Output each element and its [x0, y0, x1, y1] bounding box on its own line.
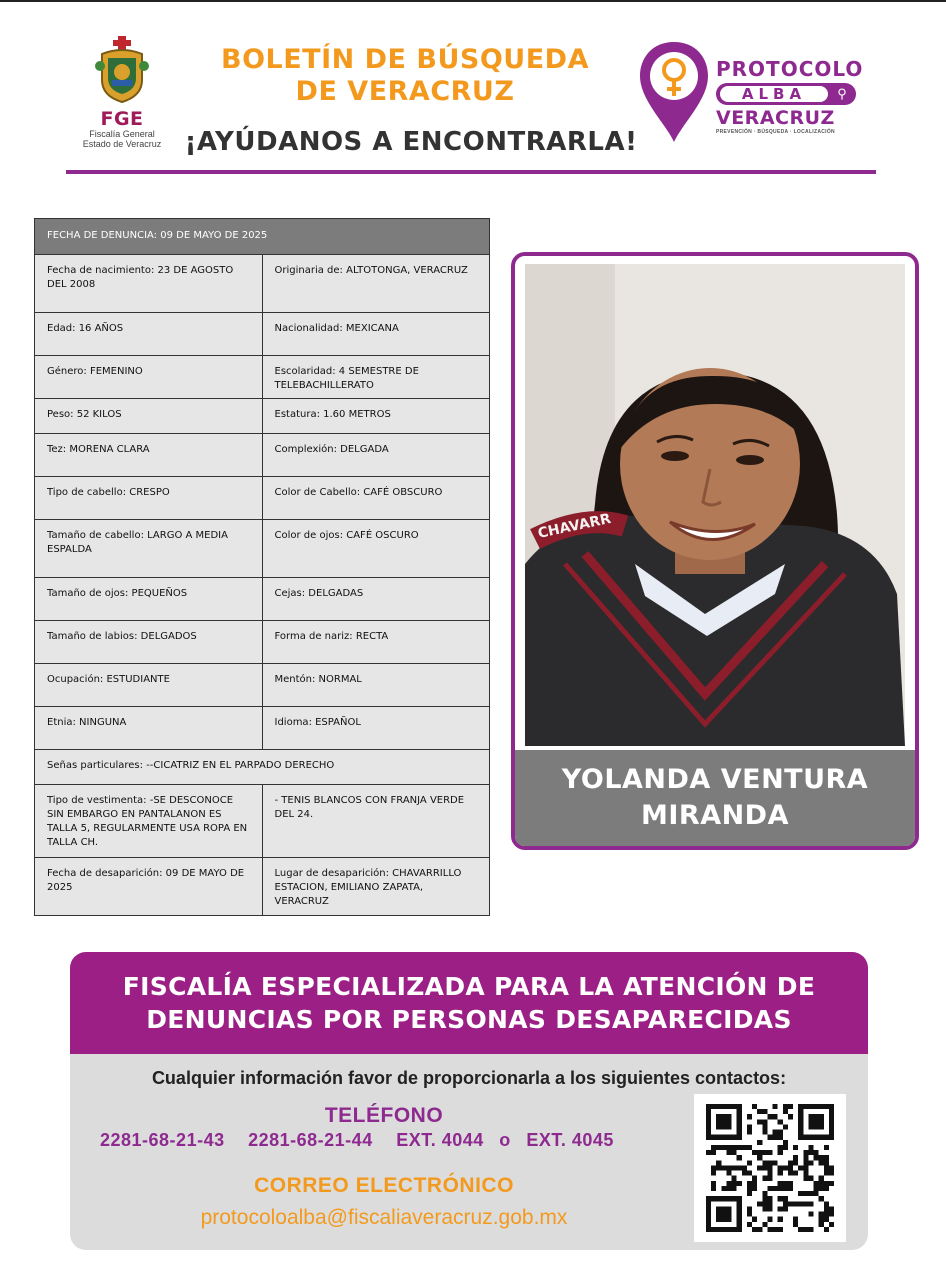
table-row [35, 750, 490, 785]
female-location-pin-icon [636, 38, 712, 146]
table-row [35, 664, 490, 707]
alba-veracruz-text: VERACRUZ [716, 107, 835, 129]
fge-name-line1: Fiscalía General [89, 129, 155, 139]
search-icon: ⚲ [837, 86, 847, 101]
alba-badge [716, 83, 856, 105]
table-cell: Idioma: ESPAÑOL [262, 707, 490, 750]
table-row [35, 313, 490, 356]
table-cell: Cejas: DELGADAS [262, 578, 490, 621]
photo-card [511, 252, 919, 850]
fge-logo [72, 36, 172, 158]
table-cell: Escolaridad: 4 SEMESTRE DE TELEBACHILLERATO [262, 356, 490, 399]
table-row [35, 578, 490, 621]
table-cell: Tamaño de labios: DELGADOS [35, 621, 263, 664]
protocolo-alba-logo [716, 58, 866, 136]
portrait-illustration [525, 264, 905, 746]
fiscalia-banner [70, 952, 868, 1054]
table-cell: Estatura: 1.60 METROS [262, 399, 490, 434]
contact-intro: Cualquier información favor de proporcionarla a los siguientes contactos: [151, 1068, 787, 1088]
table-cell: Mentón: NORMAL [262, 664, 490, 707]
alba-protocolo-text: PROTOCOLO [716, 57, 864, 81]
table-cell: Tamaño de ojos: PEQUEÑOS [35, 578, 263, 621]
table-cell: Ocupación: ESTUDIANTE [35, 664, 263, 707]
table-cell: Complexión: DELGADA [262, 434, 490, 477]
table-row [35, 707, 490, 750]
table-row [35, 785, 490, 858]
senas-particulares: Señas particulares: --CICATRIZ EN EL PARPADO DERECHO [35, 750, 490, 785]
table-cell: Género: FEMENINO [35, 356, 263, 399]
lugar-desaparicion: Lugar de desaparición: CHAVARRILLO ESTACION, EMILIANO ZAPATA, VERACRUZ [262, 858, 490, 916]
banner-line1: FISCALÍA ESPECIALIZADA PARA LA ATENCIÓN DE [122, 972, 816, 1001]
email-link[interactable]: protocoloalba@fiscaliaveracruz.gob.mx [200, 1206, 568, 1229]
person-photo [525, 264, 905, 746]
table-cell: Peso: 52 KILOS [35, 399, 263, 434]
table-cell: Tamaño de cabello: LARGO A MEDIA ESPALDA [35, 520, 263, 578]
telefono-label: TELÉFONO [324, 1104, 444, 1127]
table-cell: Tez: MORENA CLARA [35, 434, 263, 477]
bulletin-subtitle: ¡AYÚDANOS A ENCONTRARLA! [184, 127, 638, 157]
table-row [35, 520, 490, 578]
table-row [35, 399, 490, 434]
alba-badge-text: ALBA [720, 86, 828, 102]
fecha-desaparicion: Fecha de desaparición: 09 DE MAYO DE 2025 [35, 858, 263, 916]
table-cell: Edad: 16 AÑOS [35, 313, 263, 356]
table-cell: Fecha de nacimiento: 23 DE AGOSTO DEL 2008 [35, 255, 263, 313]
extension: EXT. 4044 [396, 1130, 484, 1150]
table-cell: Etnia: NINGUNA [35, 707, 263, 750]
fecha-denuncia: FECHA DE DENUNCIA: 09 DE MAYO DE 2025 [35, 219, 490, 255]
header-divider [66, 170, 876, 174]
title-line2: DE VERACRUZ [295, 76, 515, 107]
table-row [35, 434, 490, 477]
table-row [35, 621, 490, 664]
table-cell: Originaria de: ALTOTONGA, VERACRUZ [262, 255, 490, 313]
qr-code-icon[interactable] [694, 1094, 846, 1242]
correo-label: CORREO ELECTRÓNICO [254, 1174, 514, 1197]
title-line1: BOLETÍN DE BÚSQUEDA [221, 44, 589, 75]
table-row [35, 255, 490, 313]
veracruz-coat-of-arms-icon [94, 36, 150, 104]
alba-tagline: PREVENCIÓN · BÚSQUEDA · LOCALIZACIÓN [716, 129, 835, 135]
vestimenta-left: Tipo de vestimenta: -SE DESCONOCE SIN EMBARGO EN PANTALANON ES TALLA 5, REGULARMENTE USA ROPA EN TALLA CH. [35, 785, 263, 858]
table-row [35, 356, 490, 399]
phone-numbers [100, 1130, 680, 1151]
contact-panel [70, 1054, 868, 1250]
extension-separator: o [499, 1130, 511, 1150]
banner-line2: DENUNCIAS POR PERSONAS DESAPARECIDAS [146, 1005, 792, 1034]
qr-code-graphic [704, 1104, 836, 1232]
fge-name-line2: Estado de Veracruz [82, 139, 162, 149]
person-name [515, 750, 915, 850]
table-cell: Color de Cabello: CAFÉ OBSCURO [262, 477, 490, 520]
table-cell: Nacionalidad: MEXICANA [262, 313, 490, 356]
table-row [35, 477, 490, 520]
table-cell: Forma de nariz: RECTA [262, 621, 490, 664]
fge-abbreviation: FGE [100, 108, 144, 130]
name-line2: MIRANDA [640, 800, 789, 831]
phone-link[interactable]: 2281-68-21-44 [248, 1130, 373, 1150]
table-cell: Color de ojos: CAFÉ OSCURO [262, 520, 490, 578]
table-header-row [35, 219, 490, 255]
name-line1: YOLANDA VENTURA [561, 764, 869, 795]
table-cell: Tipo de cabello: CRESPO [35, 477, 263, 520]
uniform-lettering: CHAVARR [536, 510, 613, 542]
table-row [35, 858, 490, 916]
top-border [0, 0, 946, 2]
vestimenta-right: - TENIS BLANCOS CON FRANJA VERDE DEL 24. [262, 785, 490, 858]
bulletin-title [190, 44, 620, 108]
phone-link[interactable]: 2281-68-21-43 [100, 1130, 225, 1150]
personal-data-table [34, 218, 490, 916]
extension: EXT. 4045 [526, 1130, 614, 1150]
